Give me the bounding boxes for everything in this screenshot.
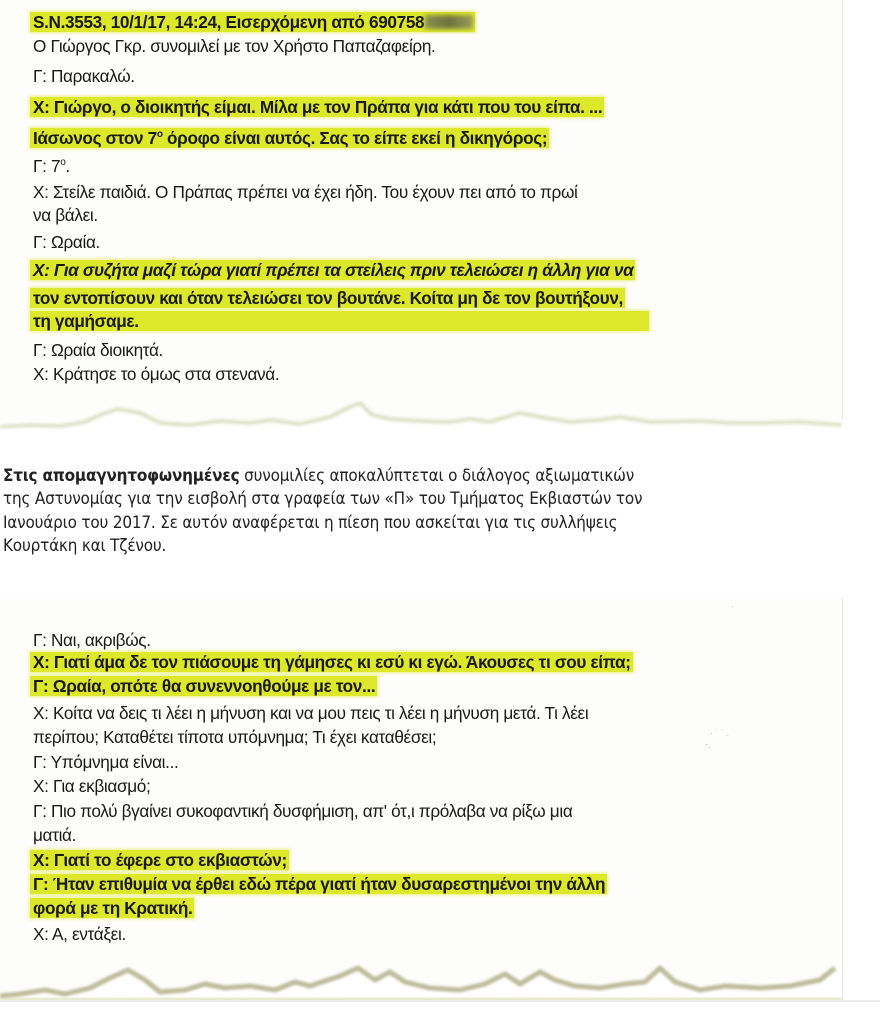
transcript-line-highlighted [33,96,604,118]
redacted-number [425,15,473,29]
transcript-text: Γ: $7^o$. [33,156,70,176]
transcript-line [33,65,135,87]
transcript-line-highlighted [33,873,607,895]
caption-text: συνομιλίες αποκαλύπτεται ο διάλογος αξιωματικών [239,466,635,485]
transcript-line [33,726,436,748]
transcript-line [33,204,98,226]
transcript-line-highlighted [33,897,194,919]
transcript-line-highlighted [33,124,549,149]
caption-text: Ιανουάριο του 2017. Σε αυτόν αναφέρεται η πίεση που ασκείται για τις συλλήψεις [3,512,618,532]
transcript-text: Γ: Υπόμνημα είναι... [33,752,179,772]
transcript-line [33,339,163,361]
transcript-line [33,629,151,651]
transcript-line [33,800,572,822]
paper-speck: · ˙ ˙ . [710,728,729,738]
transcript-line [33,702,588,724]
transcript-text: περίπου; Καταθέτει τίποτα υπόμνημα; Τι έχει καταθέσει; [33,727,437,747]
transcript-text: Χ: Για συζήτα μαζί τώρα γιατί πρέπει τα στείλεις πριν τελειώσει η άλλη για να [30,260,635,280]
transcript-line [33,923,126,945]
transcript-line [33,35,435,57]
transcript-text: Χ: Κράτησε το όμως στα στενανά. [33,364,280,384]
caption-text: της Αστυνομίας για την εισβολή στα γραφεία των «Π» του Τμήματος Εκβιαστών τον [3,489,643,509]
transcript-line-highlighted [33,259,635,281]
transcript-text: Ιάσωνος στον $7^o$ όροφο είναι αυτός. Σας το είπε εκεί η δικηγόρος; [30,128,549,148]
paper-speck: ˉ· [705,742,711,752]
transcript-line-highlighted [33,651,633,673]
transcript-text: ματιά. [33,825,77,845]
transcript-text: Γ: Ήταν επιθυμία να έρθει εδώ πέρα γιατί ήταν δυσαρεστημένοι την άλλη [30,874,607,894]
page-divider [0,1000,880,1002]
transcript-text: Γ: Παρακαλώ. [33,66,135,86]
call-metadata: S.N.3553, 10/1/17, 14:24, Εισερχόμενη από 690758 [33,12,425,32]
transcript-text: Χ: Στείλε παιδιά. Ο Πράπας πρέπει να έχει ήδη. Του έχουν πει από το πρωί [33,182,578,202]
transcript-text: Γ: Ωραία διοικητά. [33,340,163,360]
transcript-line-highlighted [33,287,625,309]
transcript-line [33,181,578,203]
transcript-text: Γ: Ναι, ακριβώς. [33,630,151,650]
transcript-line [33,363,279,385]
transcript-line-highlighted [33,849,289,871]
article-caption [3,464,758,558]
caption-text: Κουρτάκη και Τζένου. [3,536,167,556]
caption-lead: Στις απομαγνητοφωνημένες [3,466,240,485]
transcript-1-header [33,11,475,33]
transcript-text: Χ: Γιατί το έφερε στο εκβιαστών; [30,850,289,870]
transcript-text: Γ: Πιο πολύ βγαίνει συκοφαντική δυσφήμιση, απ' ότ,ι πρόλαβα να ρίξω μια [33,801,573,821]
transcript-line [33,775,150,797]
transcript-text: Γ: Ωραία. [33,232,100,252]
transcript-text: φορά με τη Κρατική. [30,898,194,918]
transcript-text: Ο Γιώργος Γκρ. συνομιλεί με τον Χρήστο Παπαζαφείρη. [33,36,436,56]
transcript-line [33,751,178,773]
transcript-text: Χ: Κοίτα να δεις τι λέει η μήνυση και να μου πεις τι λέει η μήνυση μετά. Τι λέει [33,703,589,723]
transcript-line-highlighted [33,675,377,697]
transcript-text: να βάλει. [33,205,98,225]
transcript-text: Χ: Γιατί άμα δε τον πιάσουμε τη γάμησες κι εσύ κι εγώ. Άκουσες τι σου είπα; [30,652,633,672]
transcript-line [33,824,76,846]
highlight [30,12,475,32]
transcript-text: Χ: Γιώργο, ο διοικητής είμαι. Μίλα με τον Πράπα για κάτι που του είπα. ... [30,97,604,117]
transcript-text: τη γαμήσαμε. [30,311,649,331]
transcript-line [33,152,70,177]
transcript-text: Γ: Ωραία, οπότε θα συνεννοηθούμε με τον... [30,676,377,696]
paper-speck: ˋ [731,605,734,615]
transcript-text: Χ: Για εκβιασμό; [33,776,151,796]
transcript-line-highlighted [33,310,649,332]
transcript-line [33,231,100,253]
transcript-text: Χ: Α, εντάξει. [33,924,126,944]
transcript-text: τον εντοπίσουν και όταν τελειώσει τον βουτάνε. Κοίτα μη δε τον βουτήξουν, [30,288,625,308]
